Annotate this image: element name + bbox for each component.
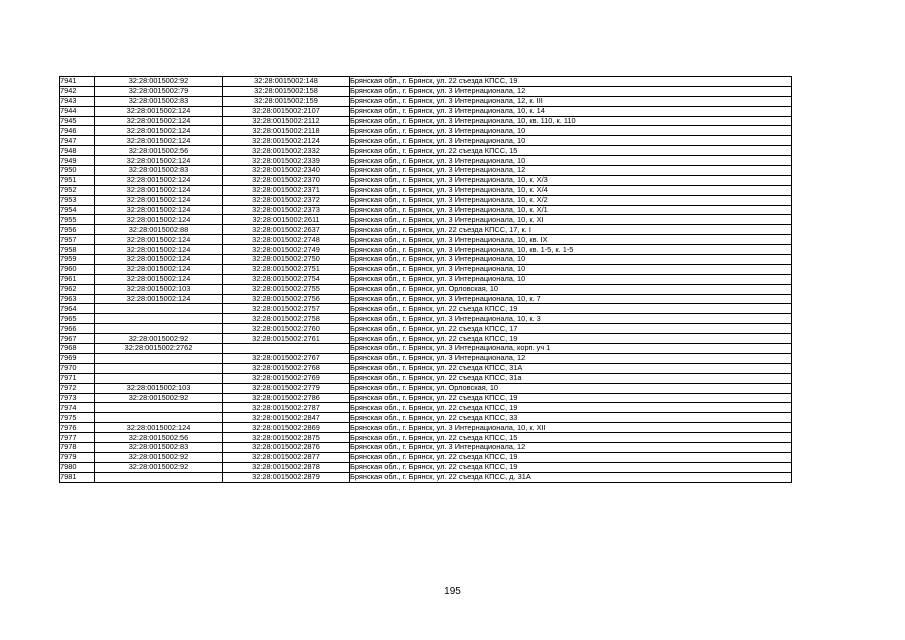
row-number-cell: 7950 [60, 166, 95, 176]
row-number-cell: 7964 [60, 304, 95, 314]
address-cell: Брянская обл., г. Брянск, ул. 3 Интернационала, 10, кв. IX [350, 235, 792, 245]
object-cadastral-number-cell: 32:28:0015002:2769 [223, 373, 350, 383]
object-cadastral-number-cell: 32:28:0015002:2767 [223, 353, 350, 363]
table-row [60, 423, 792, 433]
address-cell: Брянская обл., г. Брянск, ул. 3 Интернационала, 12 [350, 86, 792, 96]
address-cell: Брянская обл., г. Брянск, ул. 3 Интернационала, 12 [350, 353, 792, 363]
row-number-cell: 7976 [60, 423, 95, 433]
table-row [60, 334, 792, 344]
row-number-cell: 7962 [60, 284, 95, 294]
address-cell: Брянская обл., г. Брянск, ул. 3 Интернационала, 10, к. 7 [350, 294, 792, 304]
parcel-cadastral-number-cell: 32:28:0015002:124 [95, 116, 223, 126]
parcel-cadastral-number-cell [95, 304, 223, 314]
object-cadastral-number-cell: 32:28:0015002:2340 [223, 166, 350, 176]
row-number-cell: 7970 [60, 363, 95, 373]
row-number-cell: 7944 [60, 106, 95, 116]
parcel-cadastral-number-cell: 32:28:0015002:124 [95, 274, 223, 284]
row-number-cell: 7967 [60, 334, 95, 344]
registry-table-body [60, 77, 792, 483]
object-cadastral-number-cell: 32:28:0015002:2875 [223, 433, 350, 443]
row-number-cell: 7963 [60, 294, 95, 304]
table-row [60, 433, 792, 443]
row-number-cell: 7958 [60, 245, 95, 255]
parcel-cadastral-number-cell: 32:28:0015002:124 [95, 106, 223, 116]
parcel-cadastral-number-cell [95, 324, 223, 334]
object-cadastral-number-cell: 32:28:0015002:2754 [223, 274, 350, 284]
parcel-cadastral-number-cell [95, 363, 223, 373]
parcel-cadastral-number-cell: 32:28:0015002:56 [95, 146, 223, 156]
object-cadastral-number-cell: 32:28:0015002:148 [223, 77, 350, 87]
object-cadastral-number-cell: 32:28:0015002:2758 [223, 314, 350, 324]
object-cadastral-number-cell: 32:28:0015002:2761 [223, 334, 350, 344]
row-number-cell: 7973 [60, 393, 95, 403]
address-cell: Брянская обл., г. Брянск, ул. 3 Интернационала, 10, к. 14 [350, 106, 792, 116]
parcel-cadastral-number-cell: 32:28:0015002:88 [95, 225, 223, 235]
address-cell: Брянская обл., г. Брянск, ул. 22 съезда КПСС, 17, к. I [350, 225, 792, 235]
row-number-cell: 7952 [60, 185, 95, 195]
table-row [60, 106, 792, 116]
table-row [60, 235, 792, 245]
table-row [60, 393, 792, 403]
object-cadastral-number-cell: 32:28:0015002:2611 [223, 215, 350, 225]
object-cadastral-number-cell: 32:28:0015002:2373 [223, 205, 350, 215]
row-number-cell: 7953 [60, 195, 95, 205]
row-number-cell: 7957 [60, 235, 95, 245]
address-cell: Брянская обл., г. Брянск, ул. 3 Интернационала, 10 [350, 126, 792, 136]
address-cell: Брянская обл., г. Брянск, ул. 3 Интернационала, 10, кв. 110, к. 110 [350, 116, 792, 126]
object-cadastral-number-cell: 32:28:0015002:2372 [223, 195, 350, 205]
address-cell: Брянская обл., г. Брянск, ул. Орловская, 10 [350, 284, 792, 294]
table-row [60, 136, 792, 146]
table-row [60, 353, 792, 363]
object-cadastral-number-cell [223, 344, 350, 354]
address-cell: Брянская обл., г. Брянск, ул. 3 Интернационала, корп. уч 1 [350, 344, 792, 354]
row-number-cell: 7972 [60, 383, 95, 393]
address-cell: Брянская обл., г. Брянск, ул. 3 Интернационала, 10 [350, 255, 792, 265]
table-row [60, 205, 792, 215]
row-number-cell: 7961 [60, 274, 95, 284]
object-cadastral-number-cell: 32:28:0015002:2755 [223, 284, 350, 294]
parcel-cadastral-number-cell: 32:28:0015002:124 [95, 195, 223, 205]
table-row [60, 314, 792, 324]
table-row [60, 462, 792, 472]
parcel-cadastral-number-cell [95, 472, 223, 482]
parcel-cadastral-number-cell: 32:28:0015002:124 [95, 235, 223, 245]
table-row [60, 452, 792, 462]
table-row [60, 255, 792, 265]
row-number-cell: 7975 [60, 413, 95, 423]
parcel-cadastral-number-cell: 32:28:0015002:83 [95, 166, 223, 176]
table-row [60, 373, 792, 383]
object-cadastral-number-cell: 32:28:0015002:2757 [223, 304, 350, 314]
table-row [60, 96, 792, 106]
address-cell: Брянская обл., г. Брянск, ул. 22 съезда КПСС, 19 [350, 452, 792, 462]
row-number-cell: 7951 [60, 175, 95, 185]
address-cell: Брянская обл., г. Брянск, ул. 22 съезда КПСС, 19 [350, 77, 792, 87]
address-cell: Брянская обл., г. Брянск, ул. 3 Интернационала, 10 [350, 136, 792, 146]
object-cadastral-number-cell: 32:28:0015002:2779 [223, 383, 350, 393]
object-cadastral-number-cell: 32:28:0015002:159 [223, 96, 350, 106]
address-cell: Брянская обл., г. Брянск, ул. 22 съезда КПСС, 15 [350, 146, 792, 156]
table-row [60, 413, 792, 423]
address-cell: Брянская обл., г. Брянск, ул. 22 съезда КПСС, 31А [350, 363, 792, 373]
table-row [60, 215, 792, 225]
object-cadastral-number-cell: 32:28:0015002:2847 [223, 413, 350, 423]
table-row [60, 264, 792, 274]
table-row [60, 126, 792, 136]
address-cell: Брянская обл., г. Брянск, ул. 22 съезда КПСС, 19 [350, 393, 792, 403]
object-cadastral-number-cell: 32:28:0015002:2371 [223, 185, 350, 195]
object-cadastral-number-cell: 32:28:0015002:2877 [223, 452, 350, 462]
address-cell: Брянская обл., г. Брянск, ул. 3 Интернационала, 10 [350, 274, 792, 284]
object-cadastral-number-cell: 32:28:0015002:2112 [223, 116, 350, 126]
address-cell: Брянская обл., г. Брянск, ул. 3 Интернационала, 10 [350, 264, 792, 274]
object-cadastral-number-cell: 32:28:0015002:2786 [223, 393, 350, 403]
object-cadastral-number-cell: 32:28:0015002:2750 [223, 255, 350, 265]
table-row [60, 274, 792, 284]
parcel-cadastral-number-cell: 32:28:0015002:124 [95, 126, 223, 136]
parcel-cadastral-number-cell: 32:28:0015002:79 [95, 86, 223, 96]
row-number-cell: 7981 [60, 472, 95, 482]
row-number-cell: 7968 [60, 344, 95, 354]
table-row [60, 77, 792, 87]
address-cell: Брянская обл., г. Брянск, ул. 3 Интернационала, 10, к. 3 [350, 314, 792, 324]
parcel-cadastral-number-cell [95, 353, 223, 363]
parcel-cadastral-number-cell: 32:28:0015002:124 [95, 156, 223, 166]
parcel-cadastral-number-cell: 32:28:0015002:124 [95, 136, 223, 146]
parcel-cadastral-number-cell: 32:28:0015002:124 [95, 423, 223, 433]
object-cadastral-number-cell: 32:28:0015002:2878 [223, 462, 350, 472]
page-number: 195 [444, 586, 461, 597]
address-cell: Брянская обл., г. Брянск, ул. 3 Интернационала, 10, к. Х/3 [350, 175, 792, 185]
row-number-cell: 7969 [60, 353, 95, 363]
object-cadastral-number-cell: 32:28:0015002:2787 [223, 403, 350, 413]
address-cell: Брянская обл., г. Брянск, ул. 22 съезда КПСС, 19 [350, 462, 792, 472]
address-cell: Брянская обл., г. Брянск, ул. 22 съезда КПСС, 31а [350, 373, 792, 383]
table-row [60, 472, 792, 482]
row-number-cell: 7943 [60, 96, 95, 106]
parcel-cadastral-number-cell: 32:28:0015002:124 [95, 205, 223, 215]
object-cadastral-number-cell: 32:28:0015002:2756 [223, 294, 350, 304]
address-cell: Брянская обл., г. Брянск, ул. 3 Интернационала, 12 [350, 442, 792, 452]
object-cadastral-number-cell: 32:28:0015002:2118 [223, 126, 350, 136]
address-cell: Брянская обл., г. Брянск, ул. 22 съезда КПСС, 33 [350, 413, 792, 423]
parcel-cadastral-number-cell: 32:28:0015002:92 [95, 77, 223, 87]
table-row [60, 294, 792, 304]
parcel-cadastral-number-cell: 32:28:0015002:83 [95, 442, 223, 452]
address-cell: Брянская обл., г. Брянск, ул. 22 съезда КПСС, 19 [350, 403, 792, 413]
table-row [60, 363, 792, 373]
address-cell: Брянская обл., г. Брянск, ул. 3 Интернационала, 12, к. III [350, 96, 792, 106]
row-number-cell: 7965 [60, 314, 95, 324]
row-number-cell: 7949 [60, 156, 95, 166]
parcel-cadastral-number-cell: 32:28:0015002:124 [95, 264, 223, 274]
row-number-cell: 7966 [60, 324, 95, 334]
table-row [60, 403, 792, 413]
table-row [60, 442, 792, 452]
object-cadastral-number-cell: 32:28:0015002:2107 [223, 106, 350, 116]
table-row [60, 86, 792, 96]
address-cell: Брянская обл., г. Брянск, ул. 3 Интернационала, 10 [350, 156, 792, 166]
table-row [60, 344, 792, 354]
object-cadastral-number-cell: 32:28:0015002:2760 [223, 324, 350, 334]
address-cell: Брянская обл., г. Брянск, ул. 3 Интернационала, 10, к. XI [350, 215, 792, 225]
table-row [60, 245, 792, 255]
parcel-cadastral-number-cell [95, 373, 223, 383]
object-cadastral-number-cell: 32:28:0015002:2749 [223, 245, 350, 255]
object-cadastral-number-cell: 32:28:0015002:2869 [223, 423, 350, 433]
parcel-cadastral-number-cell: 32:28:0015002:103 [95, 284, 223, 294]
parcel-cadastral-number-cell: 32:28:0015002:92 [95, 462, 223, 472]
registry-table [59, 76, 792, 483]
address-cell: Брянская обл., г. Брянск, ул. 3 Интернационала, 10, к. Х/4 [350, 185, 792, 195]
row-number-cell: 7942 [60, 86, 95, 96]
row-number-cell: 7979 [60, 452, 95, 462]
parcel-cadastral-number-cell: 32:28:0015002:124 [95, 245, 223, 255]
parcel-cadastral-number-cell: 32:28:0015002:124 [95, 294, 223, 304]
row-number-cell: 7978 [60, 442, 95, 452]
address-cell: Брянская обл., г. Брянск, ул. 22 съезда КПСС, 17 [350, 324, 792, 334]
parcel-cadastral-number-cell: 32:28:0015002:92 [95, 393, 223, 403]
row-number-cell: 7946 [60, 126, 95, 136]
address-cell: Брянская обл., г. Брянск, ул. 22 съезда КПСС, 19 [350, 334, 792, 344]
row-number-cell: 7959 [60, 255, 95, 265]
table-row [60, 156, 792, 166]
parcel-cadastral-number-cell: 32:28:0015002:92 [95, 334, 223, 344]
row-number-cell: 7947 [60, 136, 95, 146]
row-number-cell: 7945 [60, 116, 95, 126]
address-cell: Брянская обл., г. Брянск, ул. 3 Интернационала, 10, к. Х/1 [350, 205, 792, 215]
table-row [60, 175, 792, 185]
address-cell: Брянская обл., г. Брянск, ул. Орловская, 10 [350, 383, 792, 393]
parcel-cadastral-number-cell: 32:28:0015002:56 [95, 433, 223, 443]
object-cadastral-number-cell: 32:28:0015002:2124 [223, 136, 350, 146]
parcel-cadastral-number-cell: 32:28:0015002:92 [95, 452, 223, 462]
parcel-cadastral-number-cell [95, 413, 223, 423]
address-cell: Брянская обл., г. Брянск, ул. 3 Интернационала, 10, кв. 1-5, к. 1-5 [350, 245, 792, 255]
address-cell: Брянская обл., г. Брянск, ул. 3 Интернационала, 10, к. XII [350, 423, 792, 433]
object-cadastral-number-cell: 32:28:0015002:2751 [223, 264, 350, 274]
row-number-cell: 7977 [60, 433, 95, 443]
table-row [60, 195, 792, 205]
object-cadastral-number-cell: 32:28:0015002:158 [223, 86, 350, 96]
parcel-cadastral-number-cell: 32:28:0015002:2762 [95, 344, 223, 354]
object-cadastral-number-cell: 32:28:0015002:2876 [223, 442, 350, 452]
object-cadastral-number-cell: 32:28:0015002:2370 [223, 175, 350, 185]
row-number-cell: 7955 [60, 215, 95, 225]
object-cadastral-number-cell: 32:28:0015002:2339 [223, 156, 350, 166]
parcel-cadastral-number-cell: 32:28:0015002:124 [95, 255, 223, 265]
parcel-cadastral-number-cell: 32:28:0015002:124 [95, 215, 223, 225]
table-row [60, 116, 792, 126]
parcel-cadastral-number-cell: 32:28:0015002:124 [95, 175, 223, 185]
address-cell: Брянская обл., г. Брянск, ул. 3 Интернационала, 12 [350, 166, 792, 176]
object-cadastral-number-cell: 32:28:0015002:2768 [223, 363, 350, 373]
table-row [60, 146, 792, 156]
parcel-cadastral-number-cell: 32:28:0015002:103 [95, 383, 223, 393]
table-row [60, 304, 792, 314]
row-number-cell: 7971 [60, 373, 95, 383]
address-cell: Брянская обл., г. Брянск, ул. 22 съезда КПСС, д. 31А [350, 472, 792, 482]
row-number-cell: 7960 [60, 264, 95, 274]
object-cadastral-number-cell: 32:28:0015002:2332 [223, 146, 350, 156]
table-row [60, 324, 792, 334]
row-number-cell: 7954 [60, 205, 95, 215]
parcel-cadastral-number-cell: 32:28:0015002:83 [95, 96, 223, 106]
row-number-cell: 7974 [60, 403, 95, 413]
table-row [60, 225, 792, 235]
table-row [60, 284, 792, 294]
object-cadastral-number-cell: 32:28:0015002:2637 [223, 225, 350, 235]
row-number-cell: 7956 [60, 225, 95, 235]
object-cadastral-number-cell: 32:28:0015002:2879 [223, 472, 350, 482]
parcel-cadastral-number-cell: 32:28:0015002:124 [95, 185, 223, 195]
table-row [60, 166, 792, 176]
address-cell: Брянская обл., г. Брянск, ул. 22 съезда КПСС, 15 [350, 433, 792, 443]
object-cadastral-number-cell: 32:28:0015002:2748 [223, 235, 350, 245]
parcel-cadastral-number-cell [95, 403, 223, 413]
row-number-cell: 7948 [60, 146, 95, 156]
table-row [60, 383, 792, 393]
address-cell: Брянская обл., г. Брянск, ул. 3 Интернационала, 10, к. Х/2 [350, 195, 792, 205]
row-number-cell: 7941 [60, 77, 95, 87]
address-cell: Брянская обл., г. Брянск, ул. 22 съезда КПСС, 19 [350, 304, 792, 314]
table-row [60, 185, 792, 195]
row-number-cell: 7980 [60, 462, 95, 472]
parcel-cadastral-number-cell [95, 314, 223, 324]
